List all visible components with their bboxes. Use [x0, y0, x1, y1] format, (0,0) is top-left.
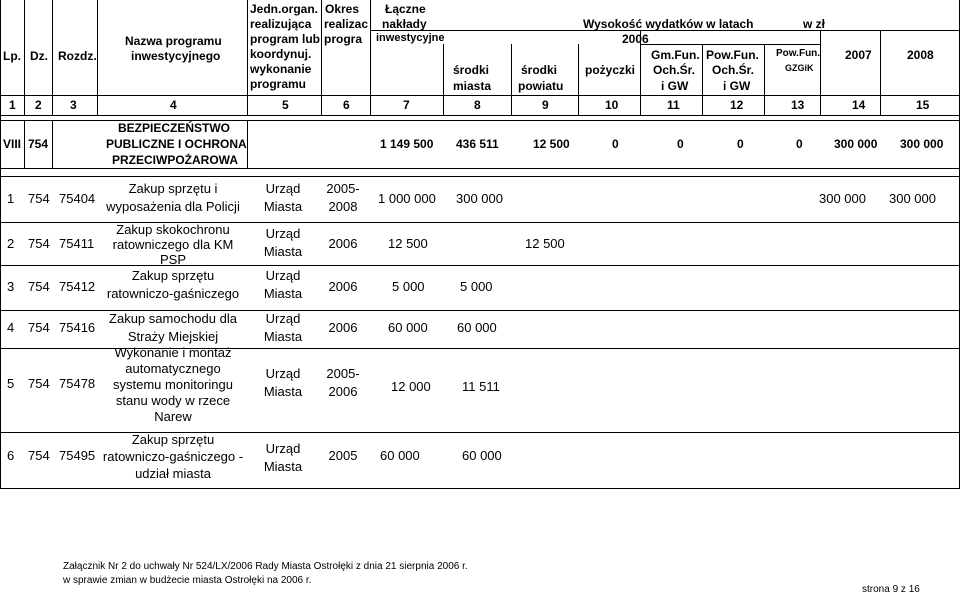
- header-okres-3: progra: [324, 32, 363, 46]
- colnum-divider: [0, 115, 960, 116]
- header-powfun-1: Pow.Fun.: [706, 48, 759, 62]
- row2-powiatu: 12 500: [525, 236, 565, 251]
- section-pozyczki: 0: [612, 137, 619, 151]
- row3-jedn-1: Urząd: [265, 268, 301, 283]
- colnum: 9: [542, 98, 549, 112]
- row1-miasta: 300 000: [456, 191, 503, 206]
- row1-lp: 1: [7, 191, 15, 206]
- section-name-1: BEZPIECZEŃSTWO: [118, 121, 231, 135]
- row2-name-3: PSP: [159, 252, 186, 267]
- row5-name-3: systemu monitoringu: [113, 377, 233, 392]
- colnum: 11: [667, 98, 680, 112]
- grid-line: [52, 120, 53, 168]
- footer-line-2: w sprawie zmian w budżecie miasta Ostrołęki na 2006 r.: [63, 575, 312, 586]
- colnum: 15: [916, 98, 930, 112]
- colnum: 1: [9, 98, 16, 112]
- row5-jedn-2: Miasta: [263, 384, 303, 399]
- row3-okres: 2006: [328, 279, 358, 294]
- row4-okres: 2006: [328, 320, 358, 335]
- row3-miasta: 5 000: [392, 279, 425, 294]
- row3-rozdz: 75412: [59, 279, 96, 294]
- header-2008: 2008: [907, 48, 934, 62]
- row6-laczne: 60 000: [380, 448, 420, 463]
- row1-2007: 300 000: [819, 191, 866, 206]
- section-name-3: PRZECIWPOŻAROWA: [112, 153, 238, 167]
- grid-line: [247, 0, 248, 115]
- row6-okres: 2005: [328, 448, 358, 463]
- colnum: 3: [70, 98, 77, 112]
- header-jedn-4: koordynuj.: [250, 47, 312, 61]
- row6-rozdz: 75495: [59, 448, 96, 463]
- section-gzgik: 0: [796, 137, 803, 151]
- grid-line: [578, 44, 579, 115]
- row2-jedn-1: Urząd: [265, 226, 301, 241]
- row4-name-2: Straży Miejskiej: [127, 329, 219, 344]
- row2-name-2: ratowniczego dla KM: [112, 237, 234, 252]
- row2-dz: 754: [28, 236, 50, 251]
- row6-lp: 6: [7, 448, 15, 463]
- rows-top-line: [0, 176, 960, 177]
- row3-jedn-2: Miasta: [263, 286, 303, 301]
- header-laczne-1: Łączne: [385, 2, 426, 16]
- grid-line: [880, 30, 881, 115]
- row2-miasta: 12 500: [388, 236, 428, 251]
- row5-lp: 5: [7, 376, 15, 391]
- row5-okres-1: 2005-: [326, 366, 360, 381]
- colnum: 10: [605, 98, 619, 112]
- header-divider: [0, 95, 960, 96]
- grid-line: [702, 44, 703, 115]
- row3-miasta-2: 5 000: [460, 279, 493, 294]
- row3-dz: 754: [28, 279, 50, 294]
- header-nazwa-1: Nazwa programu: [125, 34, 222, 48]
- header-dz: Dz.: [30, 49, 48, 63]
- header-jedn-2: realizująca: [250, 17, 312, 31]
- grid-line: [24, 120, 25, 168]
- row5-name-1: Wykonanie i montaż: [114, 345, 232, 360]
- header-laczne-3: inwestycyjne: [376, 32, 445, 44]
- row2-name-1: Zakup skokochronu: [116, 222, 230, 237]
- header-srodki-miasta: miasta: [453, 79, 492, 93]
- row6-miasta: 60 000: [462, 448, 502, 463]
- header-jedn-5: wykonanie: [250, 62, 312, 76]
- row6-name-3: udział miasta: [135, 466, 211, 481]
- row5-laczne: 12 000: [391, 379, 431, 394]
- colnum: 12: [730, 98, 744, 112]
- row6-jedn-2: Miasta: [263, 459, 303, 474]
- row4-name-1: Zakup samochodu dla: [109, 311, 237, 326]
- section-laczne: 1 149 500: [380, 137, 434, 151]
- row1-rozdz: 75404: [59, 191, 96, 206]
- row1-name-2: wyposażenia dla Policji: [106, 199, 240, 214]
- header-okres-2: realizac: [324, 17, 369, 31]
- colnum: 4: [170, 98, 177, 112]
- header-jedn-3: program lub: [250, 32, 321, 46]
- grid-line: [370, 0, 371, 115]
- colnum: 13: [791, 98, 805, 112]
- row5-miasta: 11 511: [462, 379, 500, 394]
- header-rozdz: Rozdz.: [58, 49, 97, 63]
- row2-lp: 2: [7, 236, 15, 251]
- row6-jedn-1: Urząd: [265, 441, 301, 456]
- grid-line: [764, 44, 765, 115]
- grid-line: [24, 0, 25, 115]
- grid-line: [97, 0, 98, 115]
- row4-miasta: 60 000: [388, 320, 428, 335]
- grid-line: [820, 30, 821, 115]
- section-bottom-line: [0, 168, 960, 169]
- header-gzgik: GZGiK: [785, 63, 814, 73]
- row1-jedn-1: Urząd: [265, 181, 301, 196]
- header-2007: 2007: [845, 48, 872, 62]
- section-powiatu: 12 500: [533, 137, 570, 151]
- row5-name-2: automatycznego: [125, 361, 221, 376]
- row5-rozdz: 75478: [59, 376, 96, 391]
- row5-okres-2: 2006: [328, 384, 358, 399]
- grid-line: [247, 120, 248, 168]
- colnum: 7: [403, 98, 410, 112]
- row3-name-1: Zakup sprzętu: [131, 268, 215, 283]
- row4-jedn-1: Urząd: [265, 311, 301, 326]
- section-gmfun: 0: [677, 137, 684, 151]
- header-pozyczki: pożyczki: [585, 63, 636, 77]
- colnum: 2: [35, 98, 42, 112]
- row4-jedn-2: Miasta: [263, 329, 303, 344]
- row5-name-4: stanu wody w rzece: [115, 393, 231, 408]
- funds-line: [640, 44, 820, 45]
- row6-name-2: ratowniczo-gaśniczego -: [102, 449, 244, 464]
- grid-line: [321, 0, 322, 115]
- row4-dz: 754: [28, 320, 50, 335]
- row4-rozdz: 75416: [59, 320, 96, 335]
- row4-lp: 4: [7, 320, 15, 335]
- row2-jedn-2: Miasta: [263, 244, 303, 259]
- row5-dz: 754: [28, 376, 50, 391]
- row1-laczne: 1 000 000: [378, 191, 436, 206]
- header-lp: Lp.: [3, 49, 21, 63]
- section-miasta: 436 511: [456, 137, 499, 151]
- rows-bottom-line: [0, 488, 960, 489]
- section-2008: 300 000: [900, 137, 944, 151]
- row1-okres-1: 2005-: [326, 181, 360, 196]
- header-srodki-2: środki: [521, 63, 558, 77]
- row4-miasta-2: 60 000: [457, 320, 497, 335]
- header-powfun-2: Och.Śr.: [712, 63, 755, 77]
- section-roman: VIII: [3, 137, 22, 151]
- row5-jedn-1: Urząd: [265, 366, 301, 381]
- row1-jedn-2: Miasta: [263, 199, 303, 214]
- row3-name-2: ratowniczo-gaśniczego: [106, 286, 240, 301]
- row2-okres: 2006: [328, 236, 358, 251]
- header-srodki-powiatu: powiatu: [518, 79, 564, 93]
- row1-2008: 300 000: [889, 191, 936, 206]
- row3-lp: 3: [7, 279, 15, 294]
- section-powfun: 0: [737, 137, 744, 151]
- header-laczne-2: nakłady: [382, 17, 427, 31]
- row1-dz: 754: [28, 191, 50, 206]
- section-name-2: PUBLICZNE I OCHRONA: [106, 137, 247, 151]
- grid-line: [511, 44, 512, 115]
- header-jedn-1: Jedn.organ.: [250, 2, 319, 16]
- header-srodki-1: środki: [453, 63, 490, 77]
- row2-rozdz: 75411: [59, 236, 95, 251]
- colnum: 6: [343, 98, 350, 112]
- header-nazwa-2: inwestycyjnego: [131, 49, 221, 63]
- header-jedn-6: programu: [250, 77, 307, 91]
- header-wzl: w zł: [803, 17, 826, 31]
- section-2007: 300 000: [834, 137, 878, 151]
- header-gmfun-1: Gm.Fun.: [651, 48, 700, 62]
- colnum: 14: [852, 98, 866, 112]
- row5-name-5: Narew: [154, 409, 192, 424]
- colnum: 5: [282, 98, 289, 112]
- row6-name-1: Zakup sprzętu: [131, 432, 215, 447]
- grid-line: [443, 44, 444, 115]
- row1-okres-2: 2008: [328, 199, 358, 214]
- header-okres-1: Okres: [325, 2, 360, 16]
- header-gmfun-3: i GW: [661, 79, 689, 93]
- footer-page-number: strona 9 z 16: [862, 584, 920, 595]
- grid-line: [52, 0, 53, 115]
- row6-dz: 754: [28, 448, 50, 463]
- row1-name-1: Zakup sprzętu i: [128, 181, 218, 196]
- header-gmfun-2: Och.Śr.: [653, 63, 696, 77]
- header-powfun2-1: Pow.Fun.: [776, 48, 821, 59]
- colnum: 8: [474, 98, 481, 112]
- header-2006: 2006: [622, 32, 649, 46]
- section-dz: 754: [28, 137, 49, 151]
- header-powfun-3: i GW: [723, 79, 751, 93]
- footer-line-1: Załącznik Nr 2 do uchwały Nr 524/LX/2006 Rady Miasta Ostrołęki z dnia 21 sierpnia 2006 r.: [63, 561, 468, 572]
- header-wysokosc: Wysokość wydatków w latach: [583, 17, 754, 31]
